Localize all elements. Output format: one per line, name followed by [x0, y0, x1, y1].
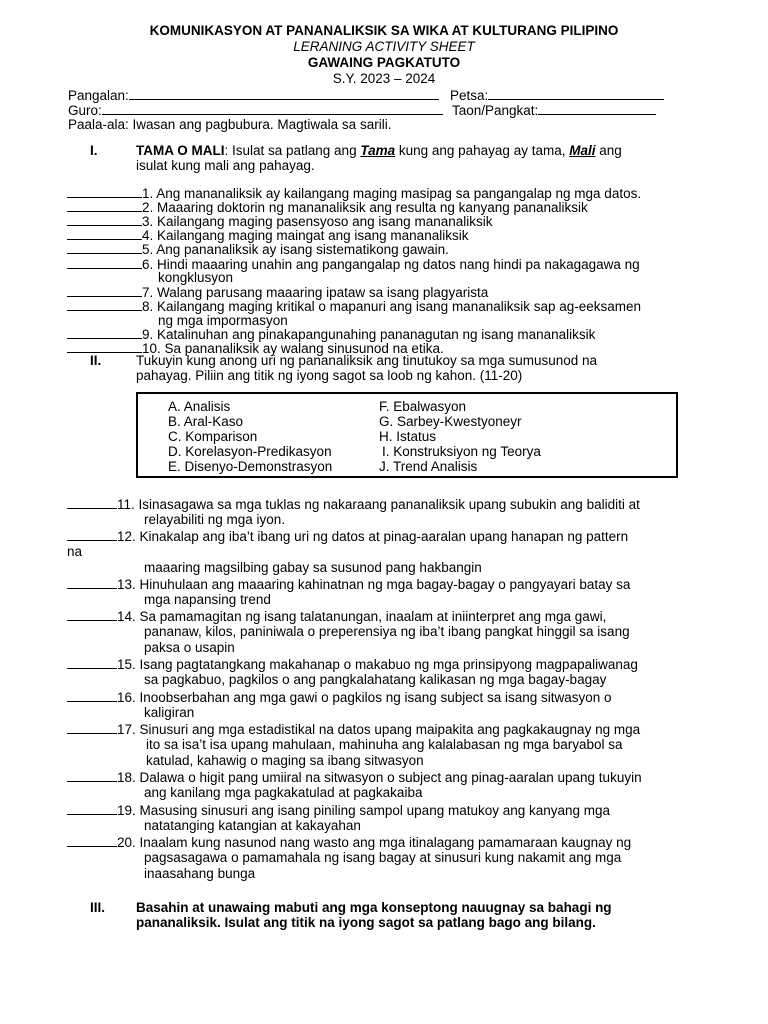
mc-item-text: 14. Sa pamamagitan ng isang talatanungan, inaalam at iniinterpret ang mga gawi, [117, 609, 607, 624]
teacher-blank[interactable] [102, 102, 443, 115]
answer-blank[interactable] [67, 340, 142, 353]
mc-item[interactable] [67, 769, 642, 786]
choice-option: F. Ebalwasyon [379, 399, 467, 414]
answer-blank[interactable] [67, 227, 142, 240]
tf-item-text: ng mga impormasyon [158, 313, 288, 328]
section1-instruction-line2: isulat kung mali ang pahayag. [136, 158, 315, 173]
section1-title: TAMA O MALI [136, 143, 225, 158]
mc-item[interactable] [67, 496, 640, 513]
choice-option: I. Konstruksiyon ng Teorya [382, 444, 541, 459]
mc-item-text: relayabiliti ng mga iyon. [144, 512, 286, 527]
answer-blank[interactable] [67, 199, 142, 212]
tf-item-text: 1. Ang mananaliksik ay kailangang maging masipag sa pangangalap ng mga datos. [142, 186, 642, 201]
mc-item-text: natatanging katangian at kakayahan [144, 818, 361, 833]
section1-instr-a: : Isulat sa patlang ang [224, 143, 361, 158]
mc-item-text: 15. Isang pagtatangkang makahanap o makabuo ng mga prinsipyong magpapaliwanag [117, 657, 638, 672]
section1-instruction [136, 143, 622, 159]
section3-instruction-line2: pananaliksik. Isulat ang titik na iyong sagot sa patlang bago ang bilang. [136, 915, 596, 930]
name-label: Pangalan: [68, 88, 129, 103]
mc-item-text: ang kanilang mga pagkakatulad at pagkakaiba [144, 785, 423, 800]
tf-item-text: 10. Sa pananaliksik ay walang sinusunod na etika. [142, 341, 444, 356]
tf-item-text: 8. Kailangang maging kritikal o mapanuri ang isang mananaliksik sap ag-eeksamen [142, 299, 642, 314]
mc-item-continuation [144, 512, 285, 528]
name-blank[interactable] [129, 87, 439, 100]
section2-instruction-line2: pahayag. Piliin ang titik ng iyong sagot sa loob ng kahon. (11-20) [136, 368, 523, 383]
mc-item-text: 17. Sinusuri ang mga estadistikal na datos upang maipakita ang pagkakaugnay ng mga [117, 722, 641, 737]
section2-numeral: II. [90, 353, 102, 368]
tf-item[interactable] [67, 298, 641, 315]
mc-item-continuation [144, 592, 271, 608]
answer-blank[interactable] [67, 256, 142, 269]
choice-option: E. Disenyo-Demonstrasyon [168, 459, 333, 474]
reminder-text: Paala-ala: Iwasan ang pagbubura. Magtiwala sa sarili. [68, 117, 392, 132]
mc-item-text: maaaring magsilbing gabay sa susunod pang hakbangin [144, 560, 482, 575]
mc-item-continuation [144, 705, 194, 721]
section1-instr-c: ang [595, 143, 622, 158]
mc-item[interactable] [67, 608, 606, 625]
mc-item[interactable] [67, 721, 640, 738]
mc-item[interactable] [67, 656, 638, 673]
date-blank[interactable] [488, 87, 664, 100]
tf-item-text: 2. Maaaring doktorin ng mananaliksik ang resulta ng kanyang pananaliksik [142, 200, 588, 215]
tf-item-text: 5. Ang pananaliksik ay isang sistematikong gawain. [142, 242, 449, 257]
mc-item-text: ito sa isa’t isa upang mahulaan, mahinuha ang kalalabasan ng mga baryabol sa [146, 737, 623, 752]
choice-option: J. Trend Analisis [379, 459, 478, 474]
tf-item-text: 7. Walang parusang maaaring ipataw sa isang plagyarista [142, 285, 489, 300]
answer-blank[interactable] [67, 656, 117, 669]
tf-item-text: 9. Katalinuhan ang pinakapangunahing pananagutan ng isang mananaliksik [142, 327, 596, 342]
mc-item-text: 18. Dalawa o higit pang umiiral na sitwasyon o subject ang pinag-aaralan upang tukuyin [117, 770, 642, 785]
mc-item-text: 19. Masusing sinusuri ang isang piniling sampol upang matukoy ang kanyang mga [117, 803, 611, 818]
tf-item[interactable] [67, 256, 640, 273]
mc-item-continuation [146, 753, 424, 769]
mc-item-text: 11. Isinasagawa sa mga tuklas ng nakaraang pananaliksik upang subukin ang baliditi at [117, 497, 640, 512]
mc-item-text: sa pagkabuo, pagkilos o ang pangkalahatang kalikasan ng mga bagay-bagay [144, 672, 607, 687]
choice-option: H. Istatus [379, 429, 437, 444]
mc-item-text: 16. Inoobserbahan ang mga gawi o pagkilos ng isang subject sa isang sitwasyon o [117, 690, 612, 705]
mc-item-text: 13. Hinuhulaan ang maaaring kahinatnan ng mga bagay-bagay o pangyayari batay sa [117, 577, 631, 592]
section3-instruction-line1: Basahin at unawaing mabuti ang mga konseptong nauugnay sa bahagi ng [136, 900, 612, 915]
mc-item-text: mga napansing trend [144, 592, 271, 607]
mc-item-text: paksa o usapin [144, 640, 235, 655]
mc-item-continuation [144, 672, 606, 688]
answer-blank[interactable] [67, 608, 117, 621]
answer-blank[interactable] [67, 241, 142, 254]
choice-option: D. Korelasyon-Predikasyon [168, 444, 332, 459]
tf-item-text: 6. Hindi maaaring unahin ang pangangalap ng datos nang hindi pa nakagagawa ng [142, 257, 640, 272]
mc-item-continuation [146, 737, 623, 753]
section3-numeral: III. [90, 900, 106, 915]
answer-blank[interactable] [67, 802, 117, 815]
activity-title: GAWAING PAGKATUTO [307, 55, 461, 70]
mc-item-continuation [144, 850, 621, 866]
answer-blank[interactable] [67, 496, 117, 509]
mc-item[interactable] [67, 576, 630, 593]
sheet-title: KOMUNIKASYON AT PANANALIKSIK SA WIKA AT KULTURANG PILIPINO [149, 23, 619, 38]
mc-item-continuation [144, 785, 422, 801]
answer-blank[interactable] [67, 284, 142, 297]
answer-blank[interactable] [67, 213, 142, 226]
answer-blank[interactable] [67, 769, 117, 782]
answer-blank[interactable] [67, 185, 142, 198]
mc-item-continuation [144, 640, 235, 656]
grade-blank[interactable] [538, 102, 656, 115]
tf-item-text: kongklusyon [158, 270, 234, 285]
choice-option: C. Komparison [168, 429, 258, 444]
answer-blank[interactable] [67, 576, 117, 589]
mc-item-text: pananaw, kilos, paniniwala o preperensiya ng iba’t ibang pangkat hinggil sa isang [144, 624, 630, 639]
grade-field[interactable] [452, 102, 656, 119]
mc-item-text: 12. Kinakalap ang iba’t ibang uri ng datos at pinag-aaralan upang hanapan ng pattern [117, 529, 629, 544]
answer-blank[interactable] [67, 326, 142, 339]
mc-item[interactable] [67, 802, 610, 819]
section2-instruction-line1: Tukuyin kung anong uri ng pananaliksik ang tinutukoy sa mga sumusunod na [136, 353, 598, 368]
choice-option: G. Sarbey-Kwestyoneyr [379, 414, 522, 429]
answer-blank[interactable] [67, 528, 117, 541]
section1-instr-b: kung ang pahayag ay tama, [395, 143, 570, 158]
tf-item-text: 4. Kailangang maging maingat ang isang mananaliksik [142, 228, 469, 243]
mc-item-continuation [144, 560, 482, 576]
tama-word: Tama [360, 143, 396, 158]
mc-item-text: pagsasagawa o pamamahala ng isang bagay at sinusuri kung nakamit ang mga [144, 850, 622, 865]
mc-item[interactable] [67, 689, 612, 706]
mc-item-text: na [67, 544, 83, 559]
date-label: Petsa: [450, 88, 489, 103]
teacher-label: Guro: [68, 103, 102, 118]
grade-label: Taon/Pangkat: [452, 103, 539, 118]
sheet-subtitle: LERANING ACTIVITY SHEET [293, 39, 475, 54]
choice-option: B. Aral-Kaso [168, 414, 244, 429]
answer-blank[interactable] [67, 298, 142, 311]
mc-item-continuation [144, 866, 255, 882]
section1-numeral: I. [90, 143, 98, 158]
mc-item-continuation [144, 818, 361, 834]
school-year: S.Y. 2023 – 2024 [332, 71, 436, 86]
tf-item-text: 3. Kailangang maging pasensyoso ang isang mananaliksik [142, 214, 493, 229]
answer-blank[interactable] [67, 721, 117, 734]
mc-item[interactable] [67, 528, 628, 545]
mc-item-text: inaasahang bunga [144, 866, 256, 881]
mc-item-text: 20. Inaalam kung nasunod nang wasto ang mga itinalagang pamamaraan kaugnay ng [117, 835, 632, 850]
mc-item-continuation [144, 624, 630, 640]
mc-item-text: kaligiran [144, 705, 195, 720]
choices-box [136, 392, 678, 478]
answer-blank[interactable] [67, 834, 117, 847]
mc-item[interactable] [67, 834, 631, 851]
mali-word: Mali [569, 143, 596, 158]
choice-option: A. Analisis [168, 399, 231, 414]
mc-item-continuation [67, 544, 82, 560]
answer-blank[interactable] [67, 689, 117, 702]
mc-item-text: katulad, kahawig o maging sa ibang sitwasyon [146, 753, 424, 768]
